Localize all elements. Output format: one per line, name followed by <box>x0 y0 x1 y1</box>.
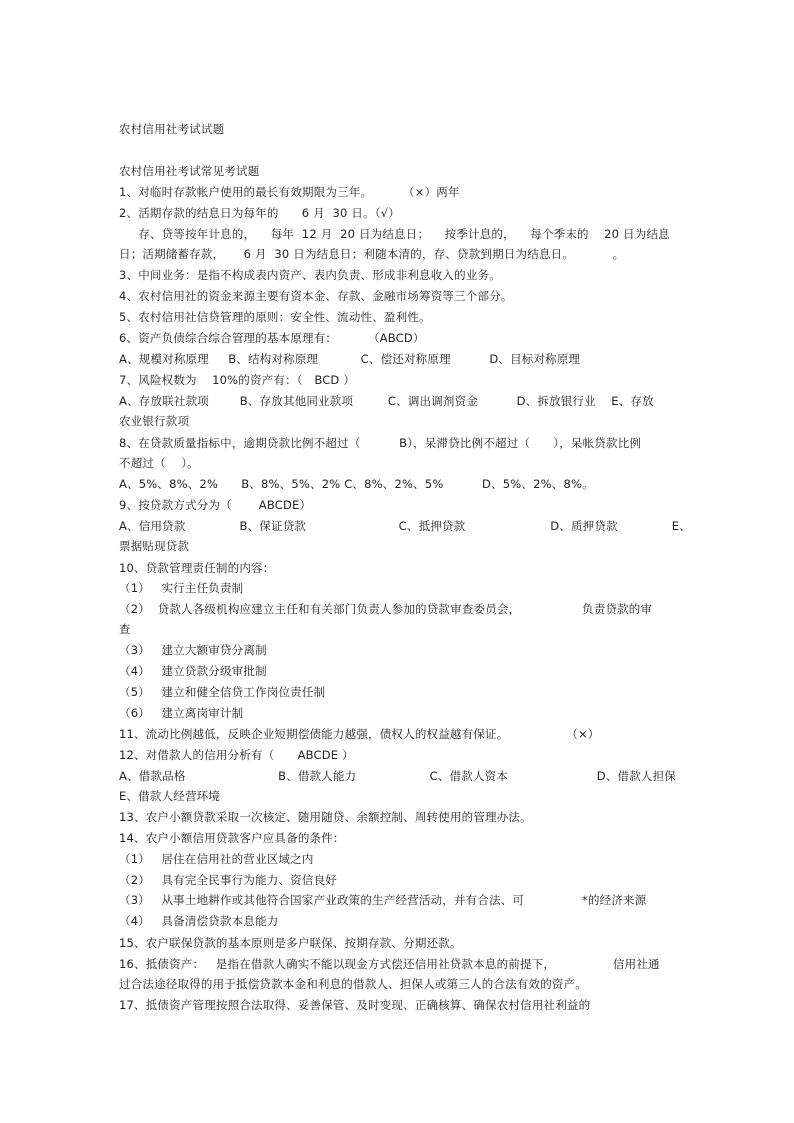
question-7-options-line-1: A、存放联社款项 B、存放其他同业款项 C、调出调剂资金 D、拆放银行业 E、存放 <box>119 394 654 408</box>
question-16-line-1: 16、抵债资产： 是指在借款人确实不能以现金方式偿还信用社贷款本息的前提下， 信用社通 <box>119 957 660 971</box>
question-6: 6、资产负债综合综合管理的基本原理有： （ABCD） <box>119 331 425 345</box>
question-2-note-line-1: 存、贷等按年计息的， 每年 12 月 20 日为结息日； 按季计息的， 每个季末的 20 日为结息 <box>119 227 670 241</box>
question-4: 4、农村信用社的资金来源主要有资本金、存款、金融市场筹资等三个部分。 <box>119 289 513 303</box>
question-10-item-4: （4） 建立贷款分级审批制 <box>119 664 267 678</box>
document-title: 农村信用社考试试题 <box>119 122 225 136</box>
section-heading: 农村信用社考试常见考试题 <box>119 164 260 178</box>
question-15: 15、农户联保贷款的基本原则是多户联保、按期存款、分期还款。 <box>119 936 462 950</box>
question-12-options-line-1: A、借款品格 B、借款人能力 C、借款人资本 D、借款人担保 <box>119 769 677 783</box>
question-14-item-1: （1） 居住在信用社的营业区域之内 <box>119 852 314 866</box>
question-2-note-line-2: 日；活期储蓄存款， 6 月 30 日为结息日；利随本清的，存、贷款到期日为结息日。 。 <box>119 247 625 261</box>
question-14-item-4: （4） 具备清偿贷款本息能力 <box>119 914 279 928</box>
question-14-item-2: （2） 具有完全民事行为能力、资信良好 <box>119 873 337 887</box>
question-9: 9、按贷款方式分为（ ABCDE） <box>119 498 312 512</box>
question-5: 5、农村信用社信贷管理的原则：安全性、流动性、盈利性。 <box>119 310 431 324</box>
question-10-item-6: （6） 建立离岗审计制 <box>119 706 244 720</box>
question-10-item-2-line-1: （2） 贷款人各级机构应建立主任和有关部门负责人参加的贷款审查委员会， 负责贷款的审 <box>119 602 653 616</box>
question-6-options: A、规模对称原理 B、结构对称原理 C、偿还对称原理 D、目标对称原理 <box>119 352 581 366</box>
question-14-item-3: （3） 从事土地耕作或其他符合国家产业政策的生产经营活动，并有合法、可 *的经济来源 <box>119 893 647 907</box>
question-9-options-line-2: 票据贴现贷款 <box>119 539 190 553</box>
question-8-line-2: 不超过（ ）。 <box>119 456 199 470</box>
question-3: 3、中间业务：是指不构成表内资产、表内负责、形成非利息收入的业务。 <box>119 268 501 282</box>
question-1: 1、对临时存款帐户使用的最长有效期限为三年。 （×）两年 <box>119 185 460 199</box>
question-10-item-3: （3） 建立大额审贷分离制 <box>119 643 267 657</box>
question-17: 17、抵债资产管理按照合法取得、妥善保管、及时变现、正确核算、确保农村信用社利益的 <box>119 998 591 1012</box>
question-13: 13、农户小额贷款采取一次核定、随用随贷、余额控制、周转使用的管理办法。 <box>119 810 532 824</box>
question-7: 7、风险权数为 10%的资产有：（ BCD ） <box>119 373 356 387</box>
question-10-item-5: （5） 建立和健全信贷工作岗位责任制 <box>119 685 326 699</box>
question-11: 11、流动比例越低，反映企业短期偿债能力越强，债权人的权益越有保证。 （×） <box>119 727 600 741</box>
question-8-line-1: 8、在贷款质量指标中，逾期贷款比例不超过（ B），呆滞贷比例不超过（ ），呆帐贷款比例 <box>119 436 642 450</box>
question-14: 14、农户小额信用贷款客户应具备的条件： <box>119 831 345 845</box>
question-12: 12、对借款人的信用分析有（ ABCDE ） <box>119 748 354 762</box>
question-10-item-2-line-2: 查 <box>119 622 131 636</box>
question-16-line-2: 过合法途径取得的用于抵偿贷款本金和利息的借款人、担保人或第三人的合法有效的资产。 <box>119 977 587 991</box>
question-2: 2、活期存款的结息日为每年的 6 月 30 日。（√） <box>119 206 400 220</box>
question-7-options-line-2: 农业银行款项 <box>119 414 190 428</box>
question-10: 10、贷款管理责任制的内容： <box>119 561 275 575</box>
question-12-options-line-2: E、借款人经营环境 <box>119 789 221 803</box>
question-9-options-line-1: A、信用贷款 B、保证贷款 C、抵押贷款 D、质押贷款 E、 <box>119 519 691 533</box>
question-10-item-1: （1） 实行主任负责制 <box>119 581 244 595</box>
question-8-options: A、5%、8%、2% B、8%、5%、2% C、8%、2%、5% D、5%、2%、8%。 <box>119 477 594 491</box>
